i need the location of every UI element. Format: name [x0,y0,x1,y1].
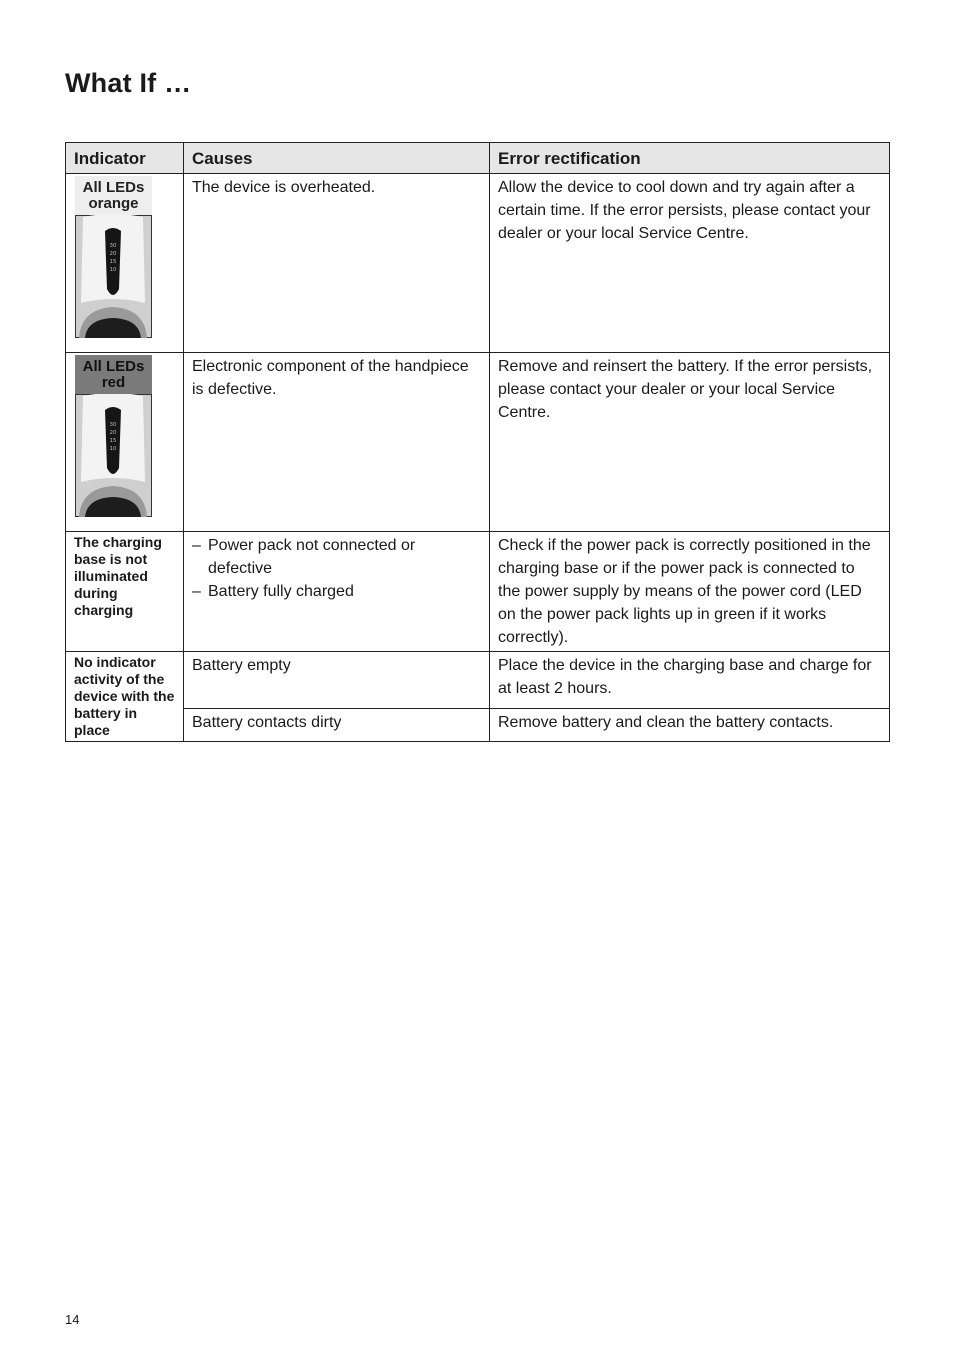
rectification-cell: Remove and reinsert the battery. If the error persists, please contact your dealer or your local Service Centre. [490,353,890,532]
cause-list [192,534,481,603]
cause-text: Power pack not connected or defective [208,537,416,577]
header-error-rectification: Error rectification [490,143,890,174]
dash-bullet: – [192,537,201,554]
table-row [66,174,890,353]
led-label-orange: All LEDs orange [75,176,152,215]
header-causes: Causes [184,143,490,174]
scale-label: 20 [109,251,117,257]
list-item [192,534,481,580]
scale-label: 10 [109,446,117,452]
table-row [66,353,890,532]
scale-label: 20 [109,430,117,436]
header-indicator: Indicator [66,143,184,174]
table-row [66,708,890,741]
scale-label: 30 [109,243,117,249]
indicator-cell [66,353,184,532]
scale-label: 15 [109,259,117,265]
scale-label: 10 [109,267,117,273]
cause-cell [184,532,490,652]
led-indicator-figure [75,176,152,338]
led-label-red: All LEDs red [75,355,152,394]
page-number: 14 [65,1312,80,1327]
cause-cell: Battery contacts dirty [184,708,490,741]
indicator-cell: No indicator activity of the device with the battery in place [66,652,184,742]
handpiece-image [75,215,152,338]
scale-label: 15 [109,438,117,444]
handpiece-image [75,394,152,517]
troubleshooting-table [65,142,890,742]
cause-cell: The device is overheated. [184,174,490,353]
indicator-cell: The charging base is not illuminated during charging [66,532,184,652]
page-title: What If … [65,68,192,98]
rectification-cell: Remove battery and clean the battery contacts. [490,708,890,741]
table-header-row [66,143,890,174]
rectification-cell: Place the device in the charging base and charge for at least 2 hours. [490,652,890,709]
cause-cell: Electronic component of the handpiece is defective. [184,353,490,532]
dash-bullet: – [192,583,201,600]
rectification-cell: Check if the power pack is correctly positioned in the charging base or if the power pack is connected to the power supply by means of the power cord (LED on the power pack lights up in green if it works correctly). [490,532,890,652]
table-row [66,532,890,652]
table-row [66,652,890,709]
rectification-cell: Allow the device to cool down and try again after a certain time. If the error persists, please contact your dealer or your local Service Centre. [490,174,890,353]
cause-cell: Battery empty [184,652,490,709]
list-item [192,580,481,603]
cause-text: Battery fully charged [208,583,354,600]
indicator-cell [66,174,184,353]
scale-label: 30 [109,422,117,428]
led-indicator-figure [75,355,152,517]
